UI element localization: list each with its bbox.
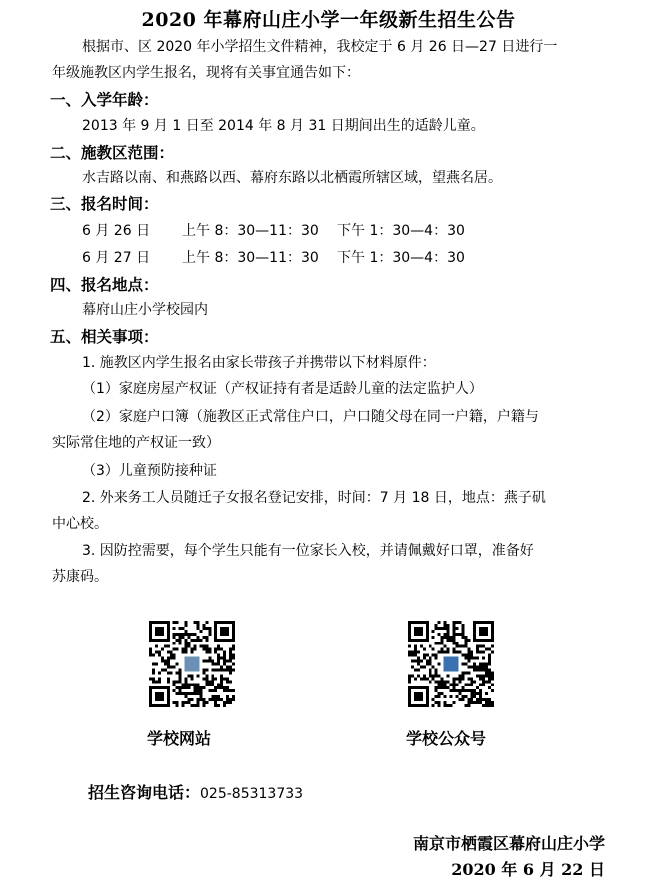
contact-phone[interactable]: 025-85313733 — [200, 786, 304, 802]
schedule-row-1-date: 6 月 26 日 — [82, 223, 151, 239]
wechat-qr-code[interactable] — [408, 621, 494, 707]
schedule-row-1-pm: 下午 1：30—4：30 — [337, 223, 465, 239]
signature-date: 2020 年 6 月 22 日 — [451, 860, 605, 879]
section-5-heading: 五、相关事项： — [50, 328, 159, 346]
page-title: 2020 年幕府山庄小学一年级新生招生公告 — [141, 9, 516, 31]
schedule-row-2-date: 6 月 27 日 — [82, 250, 151, 266]
intro-line-1: 根据市、区 2020 年小学招生文件精神，我校定于 6 月 26 日—27 日进行一 — [82, 39, 558, 55]
website-qr-code[interactable] — [149, 621, 235, 707]
intro-line-2: 年级施教区内学生报名，现将有关事宜通告如下： — [52, 65, 360, 81]
section-4-heading: 四、报名地点： — [50, 276, 159, 294]
contact-line — [88, 780, 303, 803]
notice-sub-2-line-1: （2）家庭户口簿（施教区正式常住户口，户口随父母在同一户籍，户籍与 — [82, 409, 539, 425]
section-2-text: 水吉路以南、和燕路以西、幕府东路以北栖霞所辖区域，望燕名居。 — [82, 170, 502, 186]
notice-item-3-line-1: 3. 因防控需要，每个学生只能有一位家长入校，并请佩戴好口罩，准备好 — [82, 543, 534, 559]
section-2-heading: 二、施教区范围： — [50, 144, 175, 162]
schedule-row-2-am: 上午 8：30—11：30 — [182, 250, 319, 266]
section-3-heading: 三、报名时间： — [50, 195, 159, 213]
schedule-row-1-am: 上午 8：30—11：30 — [182, 223, 319, 239]
notice-item-2-line-1: 2. 外来务工人员随迁子女报名登记安排，时间：7 月 18 日，地点：燕子矶 — [82, 490, 546, 506]
notice-item-3-line-2: 苏康码。 — [52, 569, 108, 585]
section-1-text: 2013 年 9 月 1 日至 2014 年 8 月 31 日期间出生的适龄儿童。 — [82, 118, 485, 134]
notice-item-1: 1. 施教区内学生报名由家长带孩子并携带以下材料原件： — [82, 355, 436, 371]
wechat-qr-label: 学校公众号 — [406, 729, 487, 748]
section-4-text: 幕府山庄小学校园内 — [82, 302, 208, 318]
contact-label: 招生咨询电话： — [88, 783, 201, 802]
notice-sub-2-line-2: 实际常住地的产权证一致） — [52, 435, 220, 451]
notice-sub-3: （3）儿童预防接种证 — [82, 463, 217, 479]
notice-sub-1: （1）家庭房屋产权证（产权证持有者是适龄儿童的法定监护人） — [82, 381, 483, 397]
website-qr-label: 学校网站 — [147, 729, 212, 748]
section-1-heading: 一、入学年龄： — [50, 91, 159, 109]
signature-school: 南京市栖霞区幕府山庄小学 — [412, 834, 605, 853]
notice-item-2-line-2: 中心校。 — [52, 516, 108, 532]
schedule-row-2-pm: 下午 1：30—4：30 — [337, 250, 465, 266]
